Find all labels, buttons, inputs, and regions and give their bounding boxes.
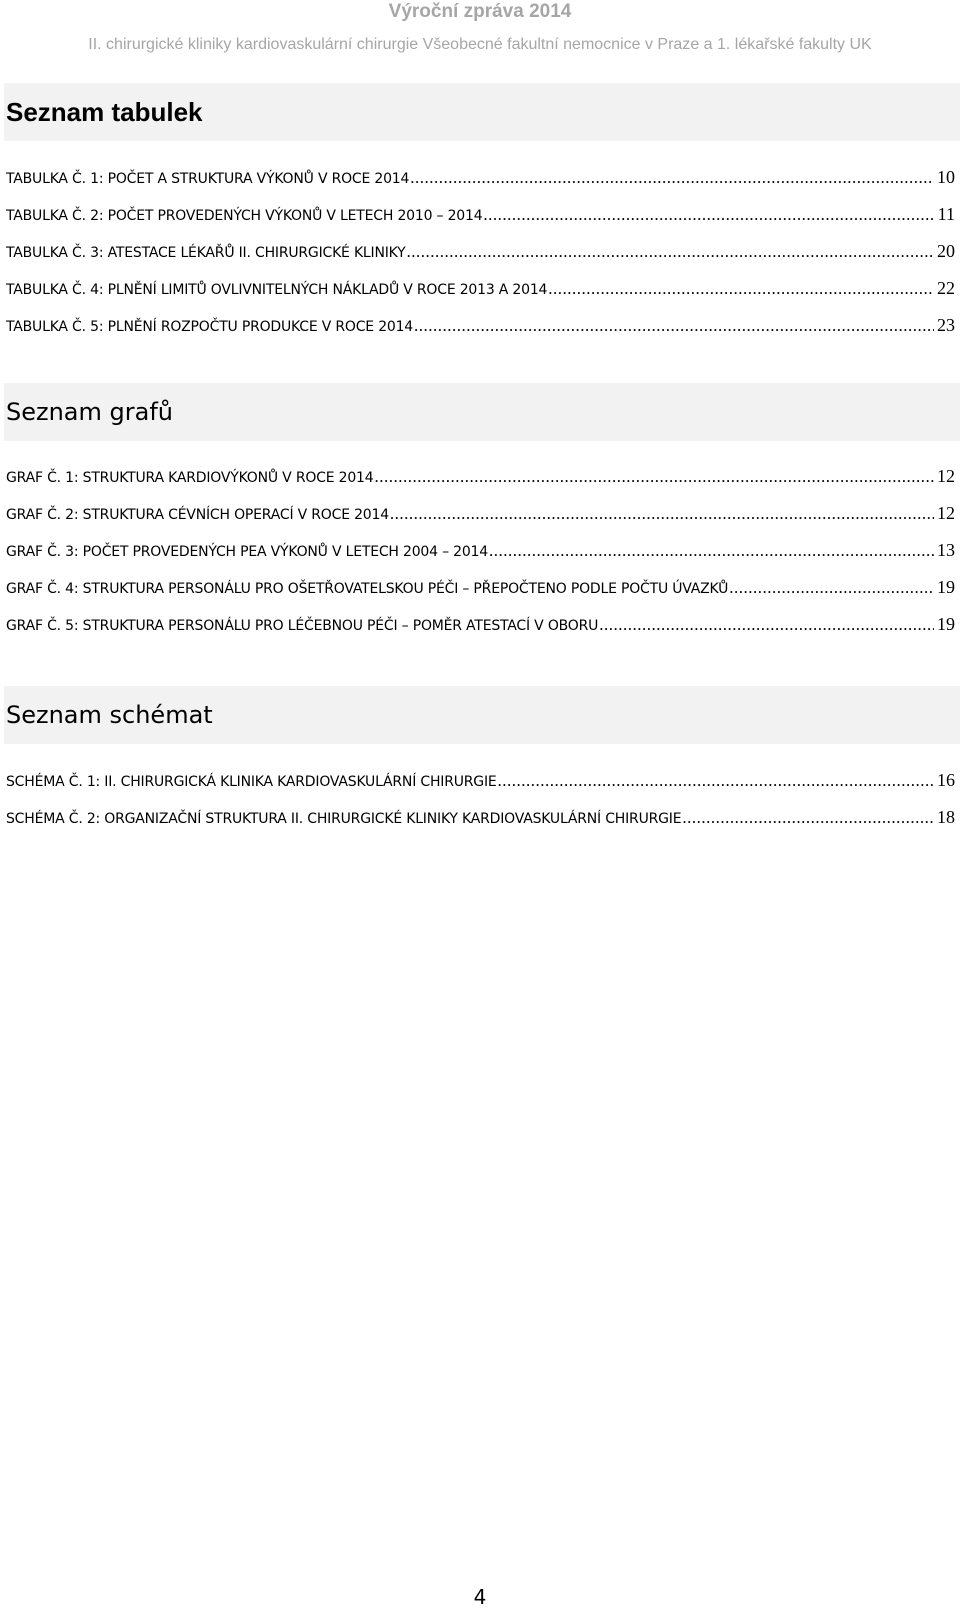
tables-heading: Seznam tabulek <box>4 83 960 141</box>
dot-leader <box>407 242 935 262</box>
toc-page-number: 13 <box>937 540 955 560</box>
dot-leader <box>374 467 934 487</box>
toc-entry-graph-2[interactable] <box>6 503 955 525</box>
toc-entry-schema-2[interactable] <box>6 807 955 829</box>
toc-page-number: 11 <box>937 204 955 224</box>
dot-leader <box>489 541 934 561</box>
toc-entry-table-4[interactable] <box>6 278 955 300</box>
toc-entry-label: SCHÉMA Č. 1: II. CHIRURGICKÁ KLINIKA KARDIOVASKULÁRNÍ CHIRURGIE <box>6 774 497 790</box>
toc-entry-label: GRAF Č. 3: POČET PROVEDENÝCH PEA VÝKONŮ V LETECH 2004 – 2014 <box>6 544 488 560</box>
toc-entry-label: TABULKA Č. 2: POČET PROVEDENÝCH VÝKONŮ V LETECH 2010 – 2014 <box>6 208 483 224</box>
toc-entry-graph-1[interactable] <box>6 466 955 488</box>
toc-page-number: 12 <box>937 503 955 523</box>
toc-page-number: 20 <box>937 241 955 261</box>
report-subtitle: II. chirurgické kliniky kardiovaskulární chirurgie Všeobecné fakultní nemocnice v Praze a 1. lékařské fakulty UK <box>88 36 872 53</box>
toc-entry-schema-1[interactable] <box>6 770 955 792</box>
graphs-heading: Seznam grafů <box>4 383 960 441</box>
toc-entry-label: TABULKA Č. 4: PLNĚNÍ LIMITŮ OVLIVNITELNÝCH NÁKLADŮ V ROCE 2013 A 2014 <box>6 282 548 298</box>
toc-entry-label: SCHÉMA Č. 2: ORGANIZAČNÍ STRUKTURA II. CHIRURGICKÉ KLINIKY KARDIOVASKULÁRNÍ CHIRURGIE <box>6 811 682 827</box>
toc-entry-table-3[interactable] <box>6 241 955 263</box>
dot-leader <box>483 205 934 225</box>
toc-page-number: 16 <box>937 770 955 790</box>
toc-page-number: 19 <box>937 614 955 634</box>
toc-entry-label: TABULKA Č. 1: POČET A STRUKTURA VÝKONŮ V ROCE 2014 <box>6 171 410 187</box>
toc-entry-graph-3[interactable] <box>6 540 955 562</box>
dot-leader <box>390 504 934 524</box>
dot-leader <box>729 578 934 598</box>
toc-entry-table-1[interactable] <box>6 167 955 189</box>
dot-leader <box>498 771 934 791</box>
toc-entry-label: TABULKA Č. 3: ATESTACE LÉKAŘŮ II. CHIRURGICKÉ KLINIKY <box>6 245 406 261</box>
toc-page-number: 10 <box>937 167 955 187</box>
toc-entry-label: GRAF Č. 1: STRUKTURA KARDIOVÝKONŮ V ROCE 2014 <box>6 470 374 486</box>
toc-page-number: 19 <box>937 577 955 597</box>
dot-leader <box>548 279 934 299</box>
dot-leader <box>410 168 934 188</box>
toc-entry-label: GRAF Č. 5: STRUKTURA PERSONÁLU PRO LÉČEBNOU PÉČI – POMĚR ATESTACÍ V OBORU <box>6 618 599 634</box>
toc-entry-table-5[interactable] <box>6 315 955 337</box>
toc-page-number: 12 <box>937 466 955 486</box>
dot-leader <box>414 316 934 336</box>
toc-entry-table-2[interactable] <box>6 204 955 226</box>
report-title: Výroční zpráva 2014 <box>388 1 572 22</box>
toc-entry-label: GRAF Č. 2: STRUKTURA CÉVNÍCH OPERACÍ V ROCE 2014 <box>6 507 389 523</box>
dot-leader <box>599 615 934 635</box>
toc-page-number: 23 <box>937 315 955 335</box>
toc-entry-label: TABULKA Č. 5: PLNĚNÍ ROZPOČTU PRODUKCE V ROCE 2014 <box>6 319 414 335</box>
toc-entry-graph-5[interactable] <box>6 614 955 636</box>
page-number: 4 <box>473 1585 487 1609</box>
schemas-heading: Seznam schémat <box>4 686 960 744</box>
toc-entry-graph-4[interactable] <box>6 577 955 599</box>
toc-entry-label: GRAF Č. 4: STRUKTURA PERSONÁLU PRO OŠETŘOVATELSKOU PÉČI – PŘEPOČTENO PODLE POČTU ÚVAZKŮ <box>6 581 729 597</box>
dot-leader <box>682 808 934 828</box>
toc-page-number: 22 <box>937 278 955 298</box>
toc-page-number: 18 <box>937 807 955 827</box>
